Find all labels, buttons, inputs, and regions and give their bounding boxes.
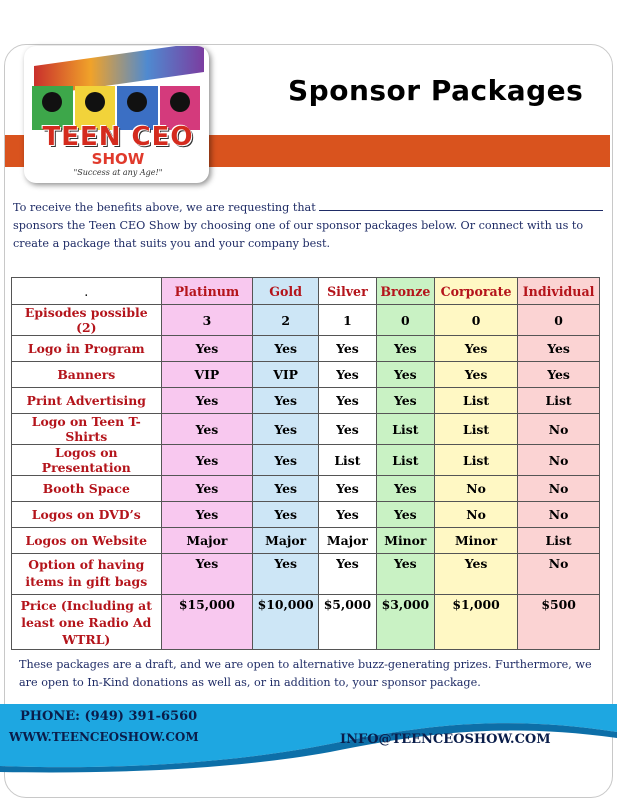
table-cell: VIP (253, 362, 319, 388)
table-cell: $1,000 (434, 595, 517, 650)
table-cell: Yes (518, 336, 600, 362)
header-bronze: Bronze (376, 278, 434, 305)
row-label: Episodes possible (2) (12, 305, 162, 336)
table-cell: Yes (253, 554, 319, 595)
table-cell: Yes (161, 336, 253, 362)
table-cell: Yes (319, 414, 377, 445)
row-label: Option of having items in gift bags (12, 554, 162, 595)
intro-line-2: sponsors the Teen CEO Show by choosing one of our sponsor packages below. Or connect with us to create a package that suits you and your company best. (13, 219, 584, 250)
header-silver: Silver (319, 278, 377, 305)
table-cell: Yes (319, 554, 377, 595)
email-link[interactable]: INFO@TEENCEOSHOW.COM (340, 732, 551, 747)
table-row (12, 414, 600, 445)
table-row (12, 305, 600, 336)
page-title: Sponsor Packages (288, 74, 584, 107)
row-label: Logo on Teen T-Shirts (12, 414, 162, 445)
table-cell: List (434, 445, 517, 476)
table-row (12, 445, 600, 476)
logo-tagline: "Success at any Age!" (73, 168, 163, 177)
table-body (12, 305, 600, 650)
row-label: Banners (12, 362, 162, 388)
table-cell: Yes (253, 414, 319, 445)
table-cell: Yes (376, 362, 434, 388)
logo-show-text: SHOW (91, 150, 145, 168)
table-cell: No (434, 502, 517, 528)
table-row (12, 595, 600, 650)
table-row (12, 476, 600, 502)
header-individual: Individual (518, 278, 600, 305)
table-cell: Yes (161, 388, 253, 414)
table-cell: Yes (434, 554, 517, 595)
table-cell: List (518, 528, 600, 554)
table-cell: $5,000 (319, 595, 377, 650)
table-cell: List (319, 445, 377, 476)
row-label: Logo in Program (12, 336, 162, 362)
table-cell: Yes (319, 476, 377, 502)
table-cell: Yes (376, 502, 434, 528)
sponsor-packages-table (11, 277, 600, 650)
table-cell: Minor (376, 528, 434, 554)
table-cell: No (518, 445, 600, 476)
table-cell: Yes (161, 502, 253, 528)
header-platinum: Platinum (161, 278, 253, 305)
table-row (12, 362, 600, 388)
table-cell: Major (253, 528, 319, 554)
table-cell: Yes (161, 445, 253, 476)
table-cell: List (434, 388, 517, 414)
website-link[interactable]: WWW.TEENCEOSHOW.COM (9, 730, 199, 744)
corner-cell: . (12, 278, 162, 305)
table-cell: No (434, 476, 517, 502)
table-cell: Yes (319, 336, 377, 362)
table-cell: Yes (161, 414, 253, 445)
table-cell: Yes (434, 336, 517, 362)
table-row (12, 336, 600, 362)
table-cell: Yes (376, 336, 434, 362)
table-cell: Major (319, 528, 377, 554)
table-cell: Yes (319, 502, 377, 528)
table-cell: Yes (319, 362, 377, 388)
table-cell: Yes (319, 388, 377, 414)
table-cell: 0 (376, 305, 434, 336)
intro-paragraph (13, 199, 608, 253)
table-cell: List (434, 414, 517, 445)
intro-line-1: To receive the benefits above, we are requesting that (13, 201, 316, 214)
table-cell: $500 (518, 595, 600, 650)
table-cell: $10,000 (253, 595, 319, 650)
table-row (12, 554, 600, 595)
phone-number: PHONE: (949) 391-6560 (20, 709, 198, 724)
table-cell: Yes (161, 554, 253, 595)
sponsor-name-blank (319, 200, 603, 211)
row-label: Logos on Presentation (12, 445, 162, 476)
table-cell: Yes (376, 554, 434, 595)
header-corporate: Corporate (434, 278, 517, 305)
table-cell: 2 (253, 305, 319, 336)
table-cell: Yes (253, 336, 319, 362)
row-label: Print Advertising (12, 388, 162, 414)
table-row (12, 502, 600, 528)
table-cell: 3 (161, 305, 253, 336)
table-cell: Yes (518, 362, 600, 388)
table-row (12, 528, 600, 554)
row-label: Logos on Website (12, 528, 162, 554)
table-cell: List (376, 414, 434, 445)
table-cell: Yes (253, 445, 319, 476)
table-cell: Yes (161, 476, 253, 502)
table-cell: No (518, 502, 600, 528)
table-cell: List (376, 445, 434, 476)
table-cell: $3,000 (376, 595, 434, 650)
draft-note: These packages are a draft, and we are open to alternative buzz-generating prizes. Furthermore, we are open to In-Kind donations as well as, or in addition to, your sponsor package. (19, 658, 592, 689)
table-cell: Yes (253, 502, 319, 528)
table-cell: Minor (434, 528, 517, 554)
logo-main-text: TEEN CEO (42, 122, 194, 152)
teen-ceo-show-logo (24, 46, 209, 183)
table-row (12, 388, 600, 414)
table-header-row (12, 278, 600, 305)
table-cell: Yes (376, 388, 434, 414)
table-cell: VIP (161, 362, 253, 388)
table-cell: Yes (253, 476, 319, 502)
table-cell: 0 (518, 305, 600, 336)
table-cell: List (518, 388, 600, 414)
table-cell: No (518, 414, 600, 445)
table-cell: Major (161, 528, 253, 554)
table-cell: 0 (434, 305, 517, 336)
table-cell: Yes (376, 476, 434, 502)
row-label: Booth Space (12, 476, 162, 502)
header-gold: Gold (253, 278, 319, 305)
table-cell: Yes (434, 362, 517, 388)
table-cell: No (518, 554, 600, 595)
row-label: Price (Including at least one Radio Ad WTRL) (12, 595, 162, 650)
table-cell: No (518, 476, 600, 502)
table-cell: 1 (319, 305, 377, 336)
table-cell: $15,000 (161, 595, 253, 650)
table-cell: Yes (253, 388, 319, 414)
row-label: Logos on DVD’s (12, 502, 162, 528)
